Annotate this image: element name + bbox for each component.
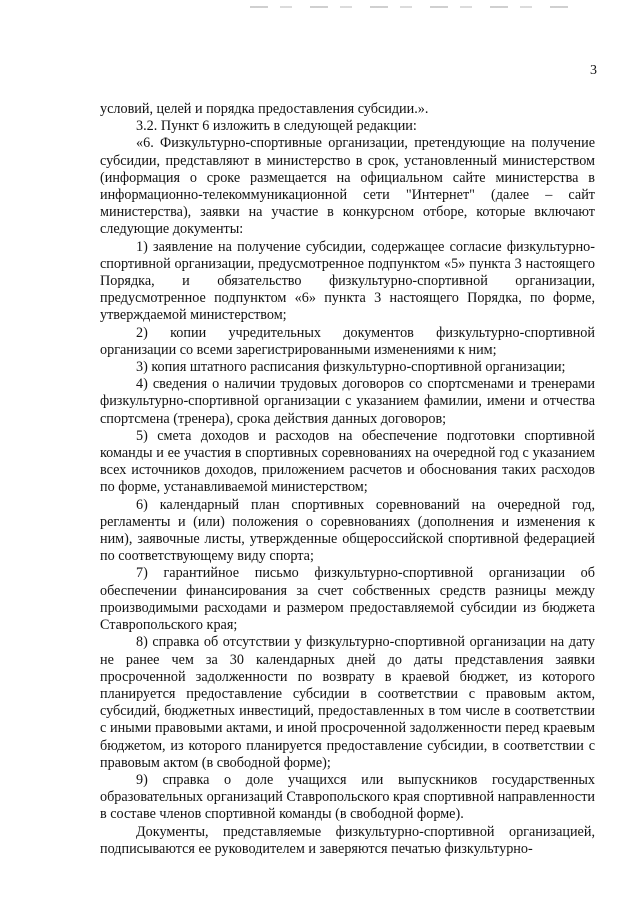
- paragraph-0: условий, целей и порядка предоставления субсидии.».: [100, 101, 429, 117]
- paragraph-final: Документы, представляемые физкультурно-спортивной организацией, подписываются ее руководителем и заверяются печатью физкультурно-: [100, 823, 595, 857]
- document-body: [100, 101, 595, 858]
- paragraph-2: «6. Физкультурно-спортивные организации, претендующие на получение субсидии, представляют в министерство в срок, установленный министерством (информация о сроке размещается на официальном сайте министерства в информационно-телекоммуникационной сети "Интернет" (далее – сайт министерства), заявки на участие в конкурсном отборе, которые включают следующие документы:: [100, 135, 595, 238]
- scan-artifact-line: [250, 6, 580, 8]
- list-item-8: 8) справка об отсутствии у физкультурно-спортивной организации на дату не ранее чем за 30 календарных дней до даты представления заявки просроченной задолженности по возврату в краевой бюджет, из которого планируется предоставление субсидии в соответствии с правовым актом, субсидий, бюджетных инвестиций, предоставленных в том числе в соответствии с иными правовыми актами, и иной просроченной задолженности перед краевым бюджетом, из которого планируется предоставление субсидии, в соответствии с правовым актом (в свободной форме);: [100, 634, 595, 771]
- list-item-5: 5) смета доходов и расходов на обеспечение подготовки спортивной команды и ее участия в спортивных соревнованиях на очередной год с указанием всех источников доходов, приложением расчетов и обоснования таких расходов по форме, устанавливаемой министерством;: [100, 427, 595, 496]
- list-item-9: 9) справка о доле учащихся или выпускников государственных образовательных организаций Ставропольского края спортивной направленности в составе членов спортивной команды (в свободной форме).: [100, 771, 595, 823]
- list-item-4: 4) сведения о наличии трудовых договоров со спортсменами и тренерами физкультурно-спортивной организации с указанием фамилии, имени и отчества спортсмена (тренера), срока действия данных договоров;: [100, 376, 595, 427]
- list-item-1: 1) заявление на получение субсидии, содержащее согласие физкультурно-спортивной организации, предусмотренное подпунктом «5» пункта 3 настоящего Порядка, и обязательство физкультурно-спортивной организации, предусмотренное подпунктом «6» пункта 3 настоящего Порядка, по форме, утверждаемой министерством;: [100, 238, 595, 324]
- list-item-7: 7) гарантийное письмо физкультурно-спортивной организации об обеспечении финансирования за счет собственных средств разницы между производимыми расходами и размером предоставляемой субсидии из бюджета Ставропольского края;: [100, 565, 595, 634]
- page-number: 3: [590, 63, 597, 78]
- list-item-2: 2) копии учредительных документов физкультурно-спортивной организации со всеми зарегистрированными изменениями к ним;: [100, 324, 595, 358]
- paragraph-1: 3.2. Пункт 6 изложить в следующей редакции:: [136, 118, 417, 135]
- list-item-3: 3) копия штатного расписания физкультурно-спортивной организации;: [136, 359, 566, 376]
- list-item-6: 6) календарный план спортивных соревнований на очередной год, регламенты и (или) положения о соревнованиях (дополнения и изменения к ним), заявочные листы, утвержденные общероссийской спортивной федерацией по соответствующему виду спорта;: [100, 496, 595, 565]
